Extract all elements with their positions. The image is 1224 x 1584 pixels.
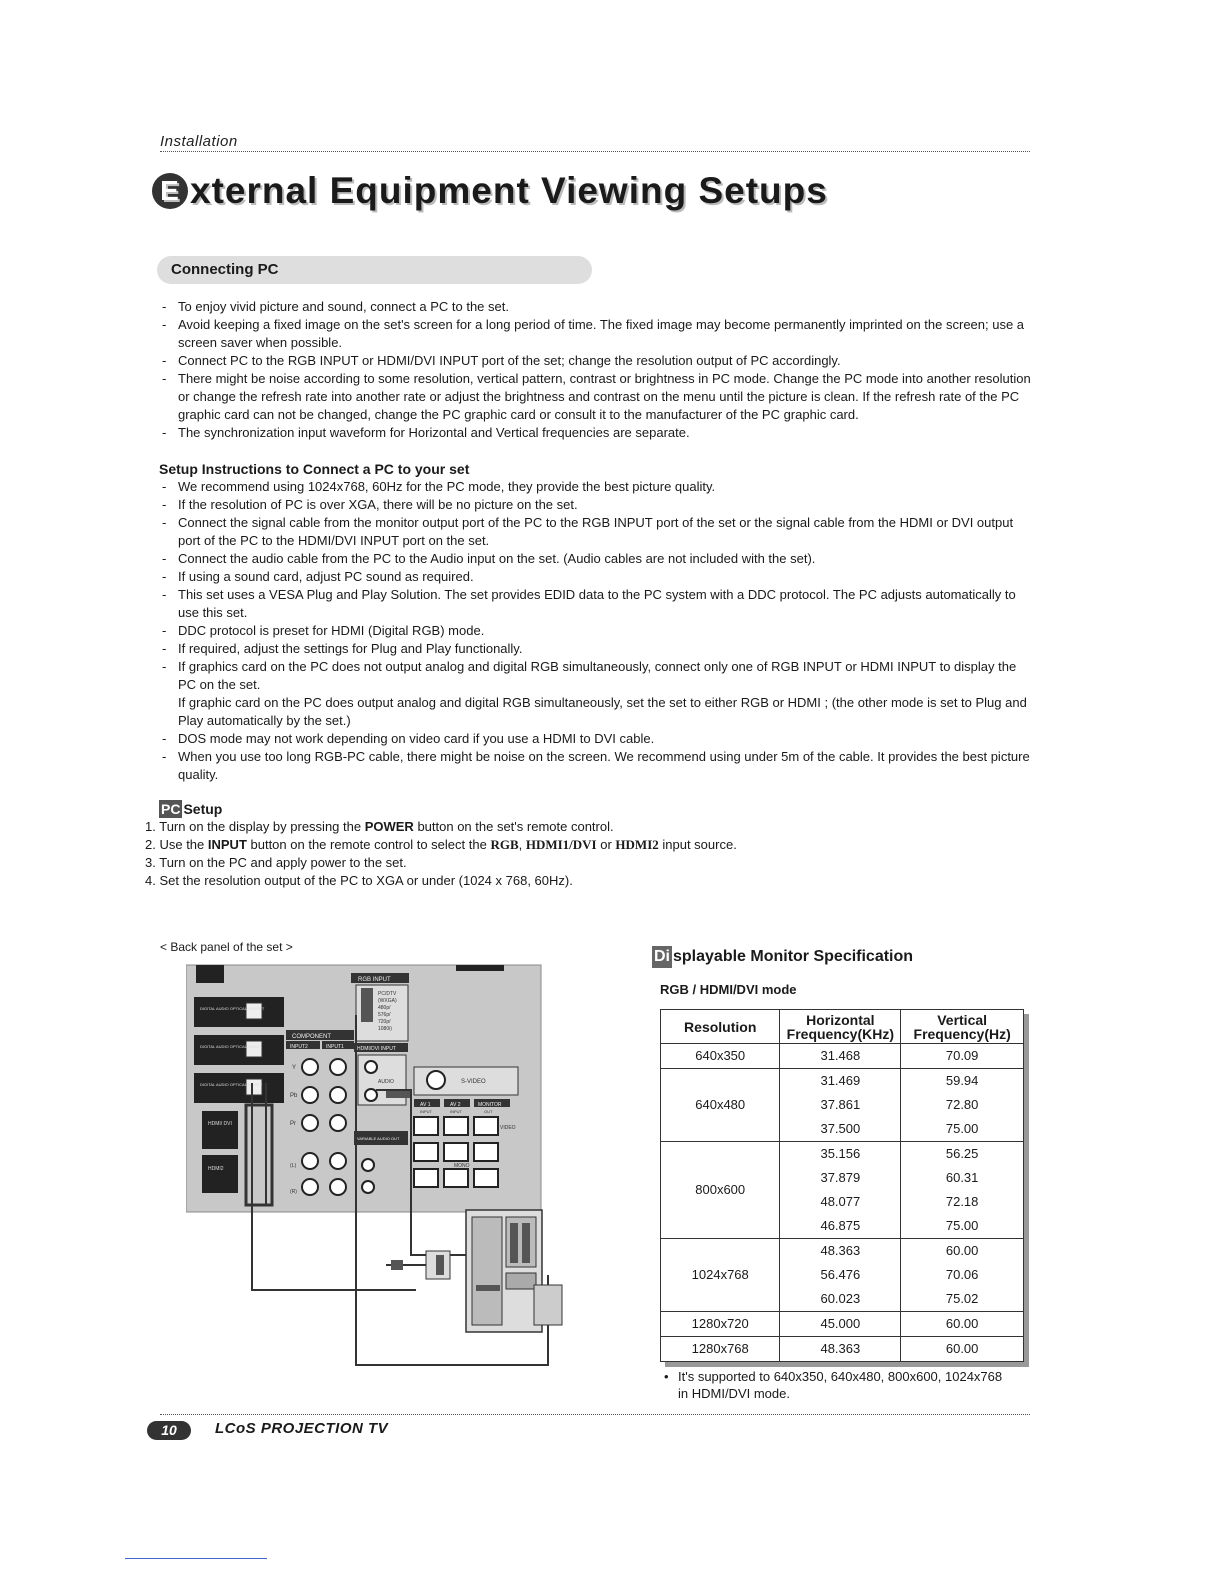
resolution-cell: 1280x768 [661,1337,780,1362]
horizontal-cell: 37.500 [780,1117,901,1142]
step-text: input source. [658,837,737,852]
title-text: xternal Equipment Viewing Setups [190,170,828,211]
list-item: - There might be noise according to some resolution, vertical pattern, contrast or brightness in PC mode. Change the PC mode into another resolution or change the refresh rate into another rate or adjust the brightness and contrast on the menu until the picture is clean. If the refresh rate of the PC graphic card can not be changed, change the PC graphic card or consult it to the manufacturer of the PC graphic card. [159,370,1031,424]
svg-text:AV 1: AV 1 [420,1102,431,1108]
back-panel-diagram [186,955,576,1375]
svg-text:DIGITAL AUDIO OPTICAL OUTPUT: DIGITAL AUDIO OPTICAL OUTPUT [200,1006,265,1011]
spec-initial: Di [652,946,672,968]
step-text: Set the resolution output of the PC to XGA or under (1024 x 768, 60Hz). [159,873,573,888]
resolution-cell: 800x600 [661,1142,780,1239]
svg-text:576p/: 576p/ [378,1012,391,1018]
pc-setup-initial: PC [161,801,181,817]
page-title [152,170,828,212]
step-1 [145,818,1031,836]
horizontal-cell: 37.861 [780,1093,901,1117]
header-divider [160,151,1030,152]
table-header-row [661,1010,1024,1044]
svg-text:(R): (R) [290,1189,297,1195]
horizontal-cell: 48.363 [780,1239,901,1264]
svg-text:AUDIO: AUDIO [378,1079,394,1085]
step-text: Turn on the display by pressing the [159,819,365,834]
step-number: 2. [145,837,156,852]
list-item: - To enjoy vivid picture and sound, connect a PC to the set. [159,298,1031,316]
vertical-cell: 60.00 [901,1337,1024,1362]
svg-text:AV 2: AV 2 [450,1102,461,1108]
svg-text:MONO: MONO [454,1163,470,1169]
list-item: - We recommend using 1024x768, 60Hz for the PC mode, they provide the best picture quality. [159,478,1031,496]
resolution-cell: 1280x720 [661,1312,780,1337]
vertical-cell: 75.00 [901,1214,1024,1239]
table-row [661,1337,1024,1362]
header-horizontal-line2: Frequency(KHz) [786,1025,895,1042]
svg-text:VIDEO: VIDEO [500,1125,516,1131]
table-row [661,1069,1024,1094]
resolution-cell: 640x350 [661,1044,780,1069]
step-number: 1. [145,819,156,834]
svg-text:OUT: OUT [484,1109,493,1114]
spec-table [660,1009,1024,1362]
list-item: - DOS mode may not work depending on video card if you use a HDMI to DVI cable. [159,730,1031,748]
svg-text:S-VIDEO: S-VIDEO [461,1079,486,1085]
vertical-cell: 59.94 [901,1069,1024,1094]
svg-text:(WXGA): (WXGA) [378,998,397,1004]
step-text: or [596,837,616,852]
svg-text:INPUT2: INPUT2 [290,1044,308,1050]
step-text: Use the [159,837,208,852]
step-3 [145,854,1031,872]
vertical-cell: 72.80 [901,1093,1024,1117]
svg-text:DIGITAL AUDIO OPTICAL INPUT1: DIGITAL AUDIO OPTICAL INPUT1 [200,1044,263,1049]
pc-setup-heading [159,800,1031,818]
digital-audio-optical-in2 [194,1073,284,1103]
list-item: - When you use too long RGB-PC cable, there might be noise on the screen. We recommend using under 5m of the cable. It provides the best picture quality. [159,748,1031,784]
horizontal-cell: 45.000 [780,1312,901,1337]
step-text: button on the set's remote control. [413,819,614,834]
pc-setup-title: Setup [183,801,223,817]
header-vertical-line1: Vertical [937,1011,988,1028]
vertical-cell: 70.09 [901,1044,1024,1069]
spec-footnote-text: It's supported to 640x350, 640x480, 800x600, 1024x768 in HDMI/DVI mode. [678,1369,1003,1401]
svg-text:PC/DTV: PC/DTV [378,991,397,997]
list-item: - If the resolution of PC is over XGA, there will be no picture on the set. [159,496,1031,514]
svg-text:HDMI2: HDMI2 [208,1166,224,1172]
step-keyword: RGB [490,837,519,852]
svg-text:RGB INPUT: RGB INPUT [358,977,391,983]
list-item: - The synchronization input waveform for Horizontal and Vertical frequencies are separate. [159,424,1031,442]
pc-tower [466,1210,542,1332]
list-item: - Connect the audio cable from the PC to the Audio input on the set. (Audio cables are not included with the set). [159,550,1031,568]
horizontal-cell: 46.875 [780,1214,901,1239]
svg-text:Y: Y [292,1065,297,1071]
list-item: - If using a sound card, adjust PC sound as required. [159,568,1031,586]
svg-text:720p/: 720p/ [378,1019,391,1025]
vertical-cell: 70.06 [901,1263,1024,1287]
step-keyword: HDMI2 [615,837,659,852]
step-2 [145,836,1031,854]
step-4 [145,872,1031,890]
svideo-port [414,1067,518,1095]
step-text: , [518,837,526,852]
svg-text:480p/: 480p/ [378,1005,391,1011]
svg-text:VARIABLE AUDIO OUT: VARIABLE AUDIO OUT [357,1136,400,1141]
horizontal-cell: 31.468 [780,1044,901,1069]
step-text: Turn on the PC and apply power to the set. [159,855,407,870]
connecting-pc-section [145,298,1031,890]
hdmi2-port [202,1155,238,1193]
digital-audio-optical-in1 [194,1035,284,1065]
svg-text:Pr: Pr [290,1121,296,1127]
vertical-cell: 56.25 [901,1142,1024,1167]
table-row [661,1142,1024,1167]
step-number: 3. [145,855,156,870]
panel-block [196,965,224,983]
header-vertical-line2: Frequency(Hz) [913,1025,1011,1042]
header-horizontal [780,1010,901,1044]
horizontal-cell: 56.476 [780,1263,901,1287]
horizontal-cell: 48.363 [780,1337,901,1362]
table-row [661,1044,1024,1069]
title-initial: E [152,173,188,209]
step-number: 4. [145,873,156,888]
list-item: - Avoid keeping a fixed image on the set's screen for a long period of time. The fixed image may become permanently imprinted on the screen; use a screen saver when possible. [159,316,1031,352]
setup-instructions-list-2 [159,730,1031,784]
list-item: - This set uses a VESA Plug and Play Solution. The set provides EDID data to the PC system with a DDC protocol. The PC adjusts automatically to use this set. [159,586,1031,622]
svg-text:COMPONENT: COMPONENT [292,1034,331,1040]
list-item: - Connect the signal cable from the monitor output port of the PC to the RGB INPUT port of the set or the signal cable from the HDMI or DVI output port of the PC to the HDMI/DVI INPUT port on the set. [159,514,1031,550]
vertical-cell: 60.00 [901,1312,1024,1337]
product-name: LCoS PROJECTION TV [215,1420,389,1437]
connecting-pc-heading: Connecting PC [157,256,592,284]
section-label: Installation [160,133,238,150]
list-item: - If required, adjust the settings for Plug and Play functionally. [159,640,1031,658]
svg-text:MONITOR: MONITOR [478,1102,502,1108]
spec-title-text: splayable Monitor Specification [673,948,914,965]
bottom-rule [125,1558,267,1559]
bullet-icon: • [664,1369,669,1384]
svg-text:HDMI/DVI INPUT: HDMI/DVI INPUT [357,1046,396,1052]
svg-text:1080i): 1080i) [378,1026,392,1032]
connecting-pc-list [159,298,1031,442]
header-resolution: Resolution [661,1010,780,1044]
horizontal-cell: 37.879 [780,1166,901,1190]
svg-text:Pb: Pb [290,1093,298,1099]
svg-text:INPUT: INPUT [420,1109,432,1114]
svg-text:HDMI/ DVI: HDMI/ DVI [208,1121,232,1127]
list-item: - If graphics card on the PC does not output analog and digital RGB simultaneously, connect only one of RGB INPUT or HDMI INPUT to display the PC on the set. [159,658,1031,694]
rgb-connector [534,1285,562,1325]
step-text: button on the remote control to select the [246,837,491,852]
horizontal-cell: 48.077 [780,1190,901,1214]
digital-audio-optical-out [194,997,284,1027]
spec-subtitle: RGB / HDMI/DVI mode [660,982,797,997]
step-keyword: INPUT [207,837,247,852]
pc-setup-steps [145,818,1031,890]
page-number: 10 [147,1421,191,1440]
step-keyword: HDMI1/DVI [525,837,597,852]
svg-text:DIGITAL AUDIO OPTICAL INPUT2: DIGITAL AUDIO OPTICAL INPUT2 [200,1082,263,1087]
table-row [661,1239,1024,1264]
setup-instructions-heading: Setup Instructions to Connect a PC to your set [159,461,470,477]
setup-instructions-list [159,478,1031,694]
hdmi-dvi-port [202,1111,238,1149]
vertical-cell: 72.18 [901,1190,1024,1214]
resolution-cell: 640x480 [661,1069,780,1142]
svg-text:(L): (L) [290,1163,297,1169]
horizontal-cell: 31.469 [780,1069,901,1094]
list-item: - DDC protocol is preset for HDMI (Digital RGB) mode. [159,622,1031,640]
horizontal-cell: 60.023 [780,1287,901,1312]
svg-text:INPUT: INPUT [450,1109,462,1114]
vertical-cell: 75.02 [901,1287,1024,1312]
horizontal-cell: 35.156 [780,1142,901,1167]
header-vertical [901,1010,1024,1044]
graphics-card-note: If graphic card on the PC does output analog and digital RGB simultaneously, set the set to either RGB or HDMI ; (the other mode is set to Plug and Play automatically by the set.) [178,695,1027,728]
footer-divider [160,1414,1030,1415]
panel-strip [456,965,504,971]
vertical-cell: 60.31 [901,1166,1024,1190]
back-panel-caption: < Back panel of the set > [160,940,293,954]
table-row [661,1312,1024,1337]
spec-heading [652,946,913,968]
svg-text:INPUT1: INPUT1 [326,1044,344,1050]
list-item: - Connect PC to the RGB INPUT or HDMI/DVI INPUT port of the set; change the resolution output of PC accordingly. [159,352,1031,370]
vertical-cell: 75.00 [901,1117,1024,1142]
spec-footnote [664,1368,1014,1402]
vertical-cell: 60.00 [901,1239,1024,1264]
step-keyword: POWER [364,819,414,834]
header-horizontal-line1: Horizontal [806,1011,875,1028]
resolution-cell: 1024x768 [661,1239,780,1312]
